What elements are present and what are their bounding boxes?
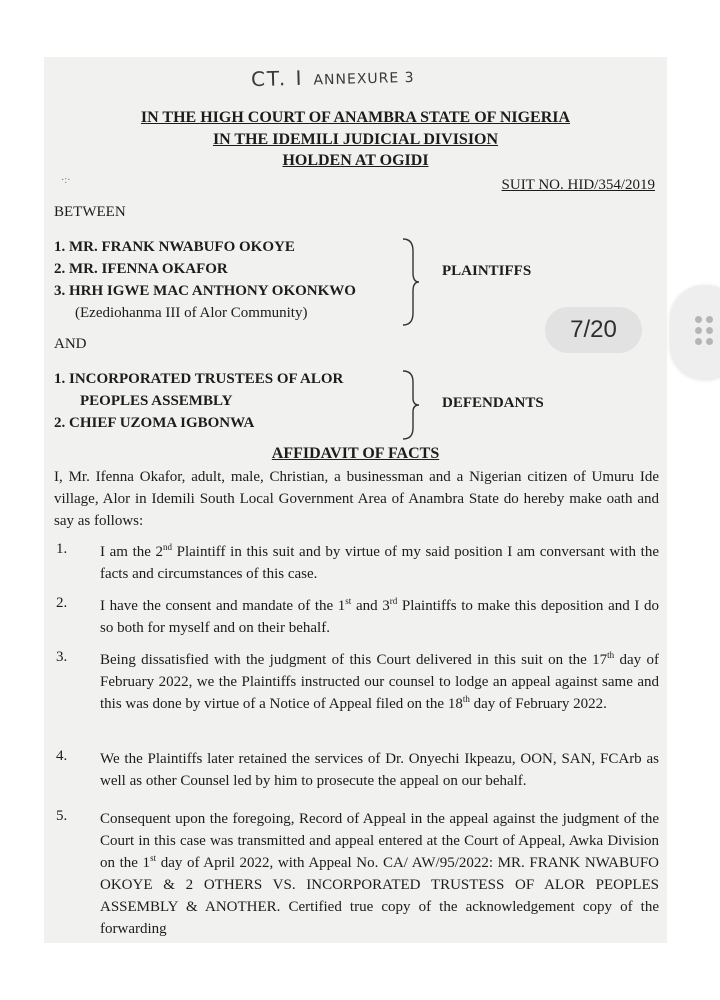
plaintiff-3: 3. HRH IGWE MAC ANTHONY OKONKWO bbox=[54, 283, 356, 299]
paragraph-5: Consequent upon the foregoing, Record of Appeal in the appeal against the judgment of the Court in this case was transmitted and appeal entered at the Court of Appeal, Awka Division on the 1st day of April 2022, with Appeal No. CA/ AW/95/2022: MR. FRANK NWABUFO OKOYE & 2 OTHERS VS. INCORPORATED TRUSTESS OF ALOR PEOPLES ASSEMBLY & ANOTHER. Certified true copy of the acknowledgement copy of the forwarding bbox=[100, 811, 659, 937]
paragraph-1: I am the 2nd Plaintiff in this suit and by virtue of my said position I am conversant with the facts and circumstances of this case. bbox=[100, 542, 659, 582]
paragraph-4: We the Plaintiffs later retained the services of Dr. Onyechi Ikpeazu, OON, SAN, FCArb as well as other Counsel led by him to prosecute the appeal on our behalf. bbox=[100, 751, 659, 789]
suit-number: SUIT NO. HID/354/2019 bbox=[501, 177, 655, 193]
court-heading-line-3: HOLDEN AT OGIDI bbox=[282, 152, 429, 169]
plaintiff-1: 1. MR. FRANK NWABUFO OKOYE bbox=[54, 239, 295, 255]
paragraph-3-number: 3. bbox=[56, 649, 68, 665]
defendants-brace-icon bbox=[401, 369, 421, 441]
court-heading-line-1: IN THE HIGH COURT OF ANAMBRA STATE OF NIGERIA bbox=[140, 109, 571, 126]
plaintiff-3-note: (Ezediohanma III of Alor Community) bbox=[75, 305, 308, 321]
paragraph-1-number: 1. bbox=[56, 541, 68, 557]
paragraph-2: I have the consent and mandate of the 1st and 3rd Plaintiffs to make this deposition and I do so both for myself and on their behalf. bbox=[100, 596, 659, 636]
handwritten-annexure: ANNEXURE 3 bbox=[313, 69, 415, 89]
scan-speck: ·:· bbox=[61, 175, 71, 186]
defendants-label: DEFENDANTS bbox=[442, 395, 544, 411]
and-label: AND bbox=[54, 336, 87, 352]
defendant-1-line-1: 1. INCORPORATED TRUSTEES OF ALOR bbox=[54, 371, 344, 387]
paragraph-4-number: 4. bbox=[56, 748, 68, 764]
affidavit-title: AFFIDAVIT OF FACTS bbox=[271, 445, 440, 462]
between-label: BETWEEN bbox=[54, 204, 126, 220]
paragraph-2-number: 2. bbox=[56, 595, 68, 611]
paragraph-3: Being dissatisfied with the judgment of this Court delivered in this suit on the 17th day of February 2022, we the Plaintiffs instructed our counsel to lodge an appeal against same and this was done by virtue of a Notice of Appeal filed on the 18th day of February 2022. bbox=[100, 650, 659, 712]
plaintiffs-brace-icon bbox=[401, 237, 421, 327]
page-indicator-text: 7/20 bbox=[570, 316, 617, 343]
affidavit-intro: I, Mr. Ifenna Okafor, adult, male, Christian, a businessman and a Nigerian citizen of Umuru Ide village, Alor in Idemili South Local Government Area of Anambra State do hereby make oath and say as follows: bbox=[54, 469, 659, 529]
document-page bbox=[44, 57, 667, 943]
handwritten-annotation bbox=[251, 63, 415, 91]
plaintiff-2: 2. MR. IFENNA OKAFOR bbox=[54, 261, 228, 277]
grid-menu-button[interactable] bbox=[670, 285, 720, 379]
paragraph-5-number: 5. bbox=[56, 808, 68, 824]
defendant-1-line-2: PEOPLES ASSEMBLY bbox=[80, 393, 233, 409]
plaintiffs-label: PLAINTIFFS bbox=[442, 263, 532, 279]
page-indicator bbox=[545, 307, 642, 353]
handwritten-mark: CT. I bbox=[250, 65, 304, 92]
defendant-2: 2. CHIEF UZOMA IGBONWA bbox=[54, 415, 255, 431]
court-heading-line-2: IN THE IDEMILI JUDICIAL DIVISION bbox=[212, 131, 499, 148]
